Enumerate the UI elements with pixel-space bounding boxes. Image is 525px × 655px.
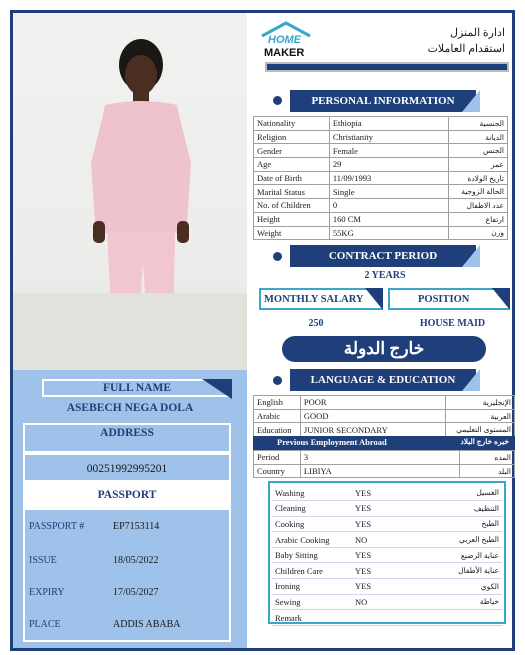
- personal-info-row-label: Age: [254, 158, 330, 172]
- outside-country-banner: خارج الدولة: [282, 336, 486, 362]
- monthly-salary-label: [259, 288, 383, 310]
- address-passport-box: [23, 423, 231, 642]
- previous-employment-row-value: 3: [300, 451, 459, 465]
- skill-row-label: Sewing: [272, 594, 352, 610]
- logo-text-maker: MAKER: [264, 47, 305, 59]
- personal-info-row-label: Date of Birth: [254, 171, 330, 185]
- skill-row-label: Children Care: [272, 563, 352, 579]
- personal-info-row-arabic-label: وزن: [449, 226, 508, 240]
- skill-row-label: Baby Sitting: [272, 547, 352, 563]
- salary-corner: [365, 288, 383, 310]
- skill-row: [272, 547, 502, 563]
- previous-employment-header: [253, 436, 515, 450]
- previous-employment-title-ar: خبره خارج البلاد: [460, 437, 509, 446]
- personal-info-row-value: 55KG: [329, 226, 448, 240]
- language-education-corner: [462, 369, 480, 391]
- personal-info-row: [254, 199, 508, 213]
- language-education-header: LANGUAGE & EDUCATION: [290, 369, 476, 391]
- personal-info-row-value: 29: [329, 158, 448, 172]
- monthly-salary-value: 250: [308, 318, 324, 329]
- language-education-row-arabic-label: المستوى التعليمي: [446, 423, 515, 437]
- skill-row: [272, 516, 502, 532]
- position-label: [388, 288, 510, 310]
- skill-row-arabic-label: [430, 610, 502, 626]
- address-label: ADDRESS: [100, 427, 154, 439]
- skill-row-label: Washing: [272, 485, 352, 501]
- passport-issue-label: ISSUE: [29, 555, 57, 566]
- skill-row-value: YES: [352, 501, 430, 517]
- personal-info-row: [254, 226, 508, 240]
- address-value: 00251992995201: [86, 463, 168, 475]
- skill-row: [272, 563, 502, 579]
- personal-info-row-value: Single: [329, 185, 448, 199]
- personal-info-table: [253, 116, 508, 240]
- home-maker-logo: [258, 20, 318, 64]
- language-education-row-label: English: [254, 396, 301, 410]
- skill-row: [272, 610, 502, 626]
- personal-info-row-value: Female: [329, 144, 448, 158]
- passport-place-label: PLACE: [29, 619, 61, 630]
- personal-info-row-arabic-label: تاريخ الولادة: [449, 171, 508, 185]
- skill-row-arabic-label: عناية الرضيع: [430, 547, 502, 563]
- previous-employment-row-arabic-label: المده: [460, 451, 515, 465]
- full-name-label-box: [42, 379, 232, 397]
- skill-row-label: Ironing: [272, 579, 352, 595]
- skill-row: [272, 485, 502, 501]
- personal-info-row-arabic-label: ارتفاع: [449, 212, 508, 226]
- skill-row-arabic-label: الطبخ العربي: [430, 532, 502, 548]
- skill-row-arabic-label: خياطة: [430, 594, 502, 610]
- section-bullet-icon: [273, 252, 282, 261]
- passport-number-value: EP7153114: [113, 521, 160, 532]
- skill-row: [272, 579, 502, 595]
- address-divider: [25, 451, 229, 455]
- skill-row: [272, 532, 502, 548]
- arabic-brand-title-1: ادارة المنزل: [450, 27, 505, 39]
- personal-info-row-value: Ethiopia: [329, 117, 448, 131]
- personal-info-row-arabic-label: عدد الاطفال: [449, 199, 508, 213]
- passport-place-value: ADDIS ABABA: [113, 619, 181, 630]
- skill-row-label: Cleaning: [272, 501, 352, 517]
- contract-period-value: 2 YEARS: [364, 270, 406, 281]
- personal-info-row-arabic-label: الجنس: [449, 144, 508, 158]
- personal-info-row-label: No. of Children: [254, 199, 330, 213]
- language-education-row-label: Arabic: [254, 409, 301, 423]
- personal-info-row: [254, 130, 508, 144]
- passport-header: PASSPORT: [25, 480, 229, 510]
- skill-row: [272, 501, 502, 517]
- language-education-row-arabic-label: العربية: [446, 409, 515, 423]
- language-education-row-label: Education: [254, 423, 301, 437]
- skill-row-label: Cooking: [272, 516, 352, 532]
- personal-info-row-value: 0: [329, 199, 448, 213]
- passport-issue-value: 18/05/2022: [113, 555, 159, 566]
- language-education-row-value: GOOD: [300, 409, 445, 423]
- personal-info-header: PERSONAL INFORMATION: [290, 90, 476, 112]
- personal-info-row-label: Weight: [254, 226, 330, 240]
- logo-text-home: HOME: [268, 34, 301, 46]
- language-education-table: [253, 395, 515, 437]
- language-education-row-arabic-label: الإنجليزية: [446, 396, 515, 410]
- full-name-label: FULL NAME: [102, 382, 172, 394]
- language-education-row-value: POOR: [300, 396, 445, 410]
- language-education-row: [254, 409, 515, 423]
- skill-row-value: [352, 610, 430, 626]
- skill-row-value: YES: [352, 485, 430, 501]
- passport-expiry-label: EXPIRY: [29, 587, 65, 598]
- previous-employment-row-arabic-label: البلد: [460, 464, 515, 478]
- arabic-brand-title-2: استقدام العاملات: [427, 43, 505, 55]
- personal-info-row-label: Religion: [254, 130, 330, 144]
- position-corner: [492, 288, 510, 310]
- skill-row-arabic-label: التنظيف: [430, 501, 502, 517]
- full-name-corner-decoration: [202, 379, 232, 399]
- skill-row-value: YES: [352, 563, 430, 579]
- personal-info-row: [254, 158, 508, 172]
- full-name-value: ASEBECH NEGA DOLA: [66, 402, 194, 414]
- skill-row-value: YES: [352, 516, 430, 532]
- monthly-salary-text: MONTHLY SALARY: [264, 293, 364, 305]
- skill-row-arabic-label: الطبخ: [430, 516, 502, 532]
- previous-employment-row-label: Country: [254, 464, 301, 478]
- personal-info-row-label: Marital Status: [254, 185, 330, 199]
- personal-info-row-label: Nationality: [254, 117, 330, 131]
- skill-row-value: YES: [352, 579, 430, 595]
- passport-number-label: PASSPORT #: [29, 521, 85, 532]
- section-bullet-icon: [273, 376, 282, 385]
- language-education-row-value: JUNIOR SECONDARY: [300, 423, 445, 437]
- skill-row: [272, 594, 502, 610]
- previous-employment-row: [254, 451, 515, 465]
- personal-info-corner: [462, 90, 480, 112]
- personal-info-row-arabic-label: الديانة: [449, 130, 508, 144]
- skills-box: [268, 481, 506, 624]
- personal-info-row-arabic-label: الجنسية: [449, 117, 508, 131]
- personal-info-row-arabic-label: عمر: [449, 158, 508, 172]
- contract-period-header: CONTRACT PERIOD: [290, 245, 476, 267]
- previous-employment-table: [253, 450, 515, 478]
- personal-info-row: [254, 117, 508, 131]
- candidate-photo: [13, 13, 247, 370]
- skill-row-arabic-label: عناية الأطفال: [430, 563, 502, 579]
- section-bullet-icon: [273, 96, 282, 105]
- position-value: HOUSE MAID: [419, 318, 486, 329]
- previous-employment-row-value: LIBIYA: [300, 464, 459, 478]
- personal-info-row: [254, 212, 508, 226]
- passport-expiry-value: 17/05/2027: [113, 587, 159, 598]
- personal-info-row: [254, 185, 508, 199]
- personal-info-row: [254, 171, 508, 185]
- position-text: POSITION: [418, 293, 470, 305]
- photo-floor: [13, 293, 247, 370]
- personal-info-row-arabic-label: الحالة الزوجية: [449, 185, 508, 199]
- previous-employment-title: Previous Employment Abroad: [277, 437, 387, 447]
- personal-info-row-value: 11/09/1993: [329, 171, 448, 185]
- skill-row-arabic-label: الكوي: [430, 579, 502, 595]
- previous-employment-row: [254, 464, 515, 478]
- contract-period-corner: [462, 245, 480, 267]
- skill-row-value: YES: [352, 547, 430, 563]
- personal-info-row-value: Christianity: [329, 130, 448, 144]
- skill-row-arabic-label: الغسيل: [430, 485, 502, 501]
- skill-row-value: NO: [352, 532, 430, 548]
- personal-info-row-value: 160 CM: [329, 212, 448, 226]
- personal-info-row: [254, 144, 508, 158]
- language-education-row: [254, 423, 515, 437]
- skill-row-label: Remark: [272, 610, 352, 626]
- skills-table: [272, 485, 502, 626]
- language-education-row: [254, 396, 515, 410]
- personal-info-row-label: Gender: [254, 144, 330, 158]
- skill-row-label: Arabic Cooking: [272, 532, 352, 548]
- personal-info-row-label: Height: [254, 212, 330, 226]
- skill-row-value: NO: [352, 594, 430, 610]
- previous-employment-row-label: Period: [254, 451, 301, 465]
- header-rule: [265, 62, 509, 72]
